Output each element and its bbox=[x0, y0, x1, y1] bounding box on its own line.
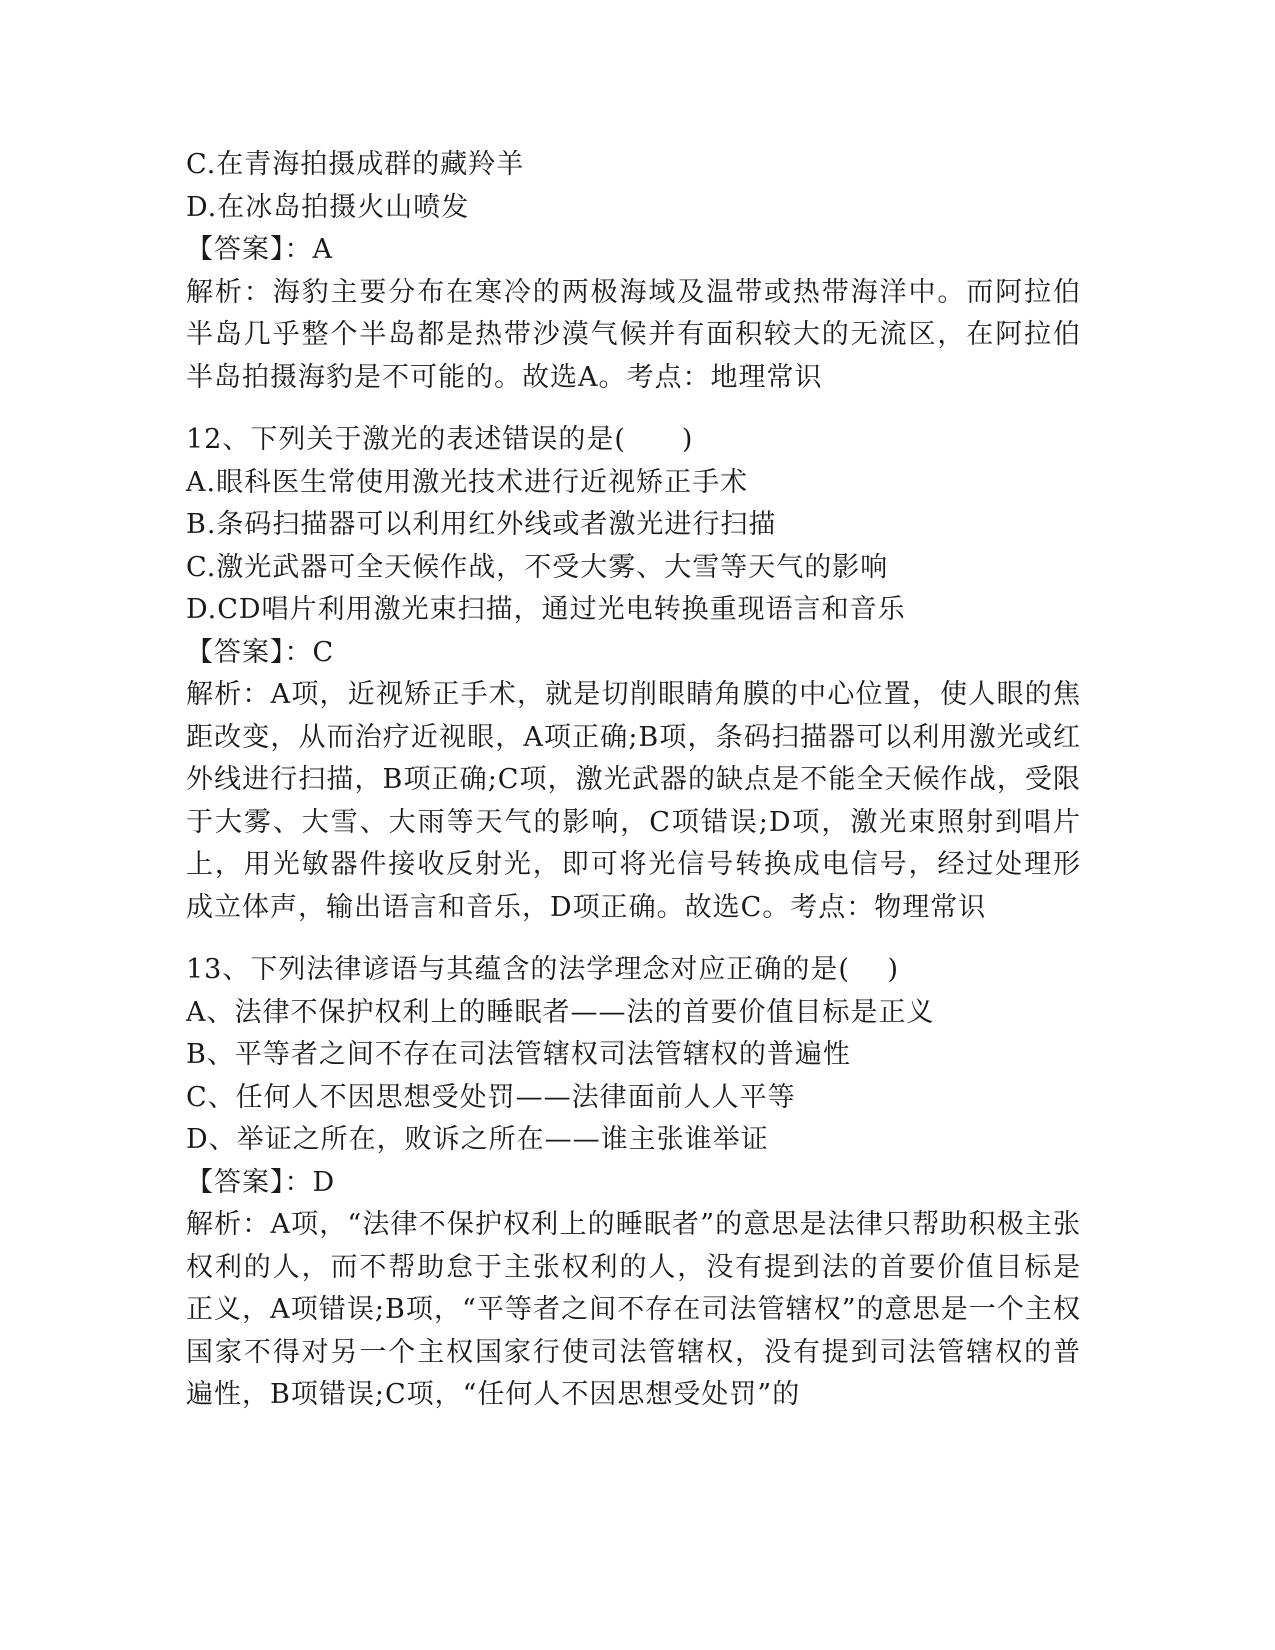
q12-option-c: C.激光武器可全天候作战，不受大雾、大雪等天气的影响 bbox=[186, 551, 889, 583]
q13-option-c: C、任何人不因思想受处罚——法律面前人人平等 bbox=[186, 1081, 796, 1113]
q11-option-d: D.在冰岛拍摄火山喷发 bbox=[186, 191, 470, 223]
q11-analysis: 解析：海豹主要分布在寒冷的两极海域及温带或热带海洋中。而阿拉伯半岛几乎整个半岛都是热带沙漠气候并有面积较大的无流区，在阿拉伯半岛拍摄海豹是不可能的。故选A。考点：地理常识 bbox=[186, 276, 1081, 393]
q13-option-b: B、平等者之间不存在司法管辖权司法管辖权的普遍性 bbox=[186, 1039, 851, 1070]
q13-analysis: 解析：A项，“法律不保护权利上的睡眠者”的意思是法律只帮助积极主张权利的人，而不帮助怠于主张权利的人，没有提到法的首要价值目标是正义，A项错误;B项，“平等者之间不存在司法管辖权”的意思是一个主权国家不得对另一个主权国家行使司法管辖权，没有提到司法管辖权的普遍性，B项错误;C项，“任何人不因思想受处罚”的 bbox=[186, 1209, 1081, 1410]
q12-option-d: D.CD唱片利用激光束扫描，通过光电转换重现语言和音乐 bbox=[186, 594, 906, 625]
q12-option-b: B.条码扫描器可以利用红外线或者激光进行扫描 bbox=[186, 509, 777, 540]
q13-option-a: A、法律不保护权利上的睡眠者——法的首要价值目标是正义 bbox=[186, 996, 935, 1028]
q12-analysis: 解析：A项，近视矫正手术，就是切削眼睛角膜的中心位置，使人眼的焦距改变，从而治疗近视眼，A项正确;B项，条码扫描器可以利用激光或红外线进行扫描，B项正确;C项，激光武器的缺点是不能全天候作战，受限于大雾、大雪、大雨等天气的影响，C项错误;D项，激光束照射到唱片上，用光敏器件接收反射光，即可将光信号转换成电信号，经过处理形成立体声，输出语言和音乐，D项正确。故选C。考点：物理常识 bbox=[186, 679, 1081, 923]
q13-answer: 【答案】：D bbox=[186, 1166, 336, 1198]
q11-answer: 【答案】：A bbox=[186, 234, 333, 265]
q11-option-c: C.在青海拍摄成群的藏羚羊 bbox=[186, 149, 525, 180]
spacer bbox=[186, 929, 1086, 949]
spacer bbox=[186, 399, 1086, 419]
q13-option-d: D、举证之所在，败诉之所在——谁主张谁举证 bbox=[186, 1124, 769, 1155]
document-content bbox=[186, 144, 1086, 1417]
q12-answer: 【答案】：C bbox=[186, 636, 335, 668]
q13-question: 13、下列法律谚语与其蕴含的法学理念对应正确的是( ) bbox=[186, 954, 900, 985]
q12-option-a: A.眼科医生常使用激光技术进行近视矫正手术 bbox=[186, 466, 749, 498]
q12-question: 12、下列关于激光的表述错误的是( ) bbox=[186, 424, 694, 455]
